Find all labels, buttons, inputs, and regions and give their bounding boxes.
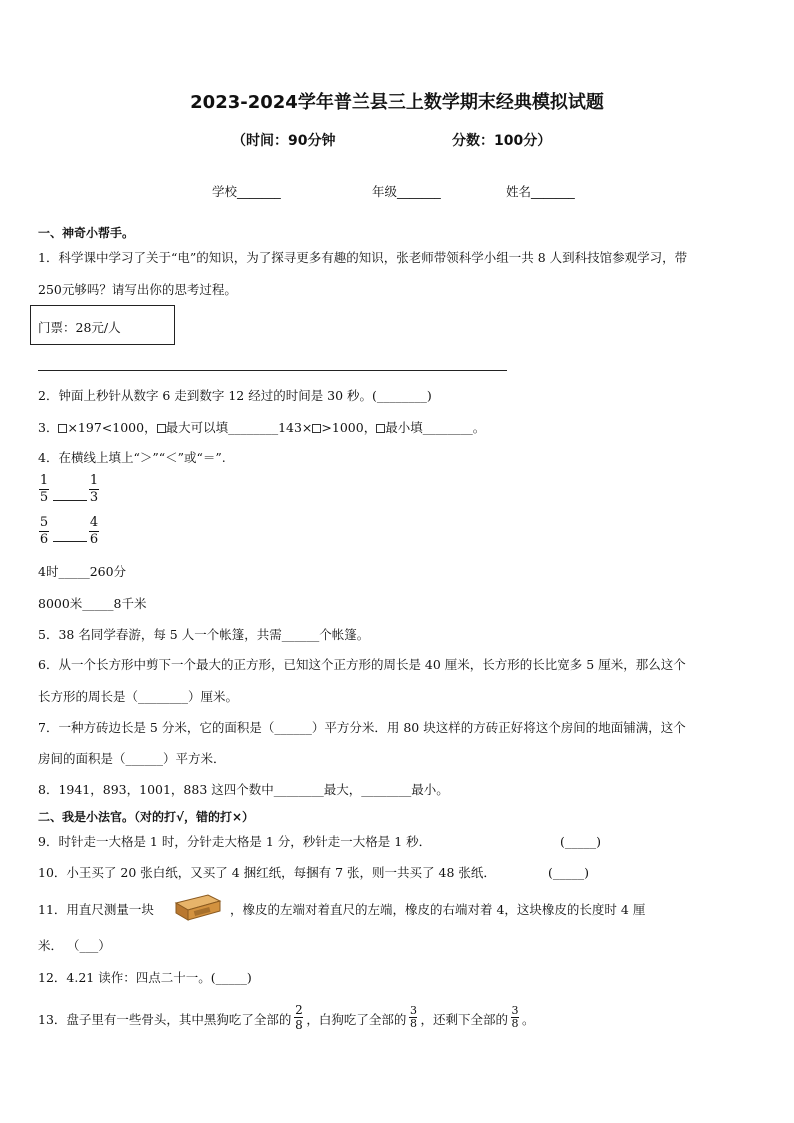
question-11-part-a: 11．用直尺测量一块 [38, 902, 154, 917]
question-1-line1: 1．科学课中学习了关于“电”的知识，为了探寻更多有趣的知识，张老师带领科学小组一共 8 人到科技馆参观学习，带 [38, 250, 688, 265]
question-7-line1: 7．一种方砖边长是 5 分米，它的面积是（______）平方分米．用 80 块这样的方砖正好将这个房间的地面铺满，这个 [38, 720, 686, 735]
fraction-denominator: 6 [89, 532, 99, 547]
question-9-answer-blank[interactable]: (_____) [560, 834, 602, 849]
fraction-numerator: 3 [511, 1004, 519, 1017]
placeholder-square-icon [157, 424, 166, 433]
question-7-line2: 房间的面积是（______）平方米． [38, 751, 226, 766]
fraction-4-6 [89, 516, 99, 547]
school-field: 学校_______ [212, 184, 281, 199]
question-2: 2．钟面上秒针从数字 6 走到数字 12 经过的时间是 30 秒。(________) [38, 388, 432, 403]
section-heading-2: 二、我是小法官。（对的打√，错的打×） [38, 810, 255, 824]
question-3-number: 3． [38, 420, 59, 435]
question-13-part-a: 13．盘子里有一些骨头，其中黑狗吃了全部的 [38, 1011, 292, 1027]
fraction-denominator: 5 [39, 490, 49, 505]
grade-field: 年级_______ [372, 184, 441, 199]
fraction-2-8 [294, 1004, 303, 1031]
question-4-compare-time: 4时_____260分 [38, 564, 127, 579]
question-3-part-d: >1000， [321, 420, 377, 435]
question-5: 5．38 名同学春游，每 5 人一个帐篷，共需______个帐篷。 [38, 627, 370, 642]
fraction-denominator: 8 [295, 1018, 303, 1032]
fraction-numerator: 1 [39, 473, 49, 488]
fraction-numerator: 4 [89, 515, 99, 530]
question-12: 12．4.21 读作：四点二十一。(_____) [38, 970, 252, 985]
fraction-1-3 [89, 474, 99, 505]
eraser-icon [172, 891, 222, 923]
question-13-part-c: ，还剩下全部的 [420, 1011, 508, 1027]
answer-rule [38, 370, 507, 371]
question-3-part-c: 最大可以填________143× [165, 420, 313, 435]
ticket-box [30, 305, 175, 345]
question-3-part-e: 最小填________。 [385, 420, 486, 435]
fraction-denominator: 6 [39, 532, 49, 547]
answer-blank[interactable] [53, 541, 87, 542]
question-11-part-c: 米． （___） [38, 938, 111, 953]
question-3-part-b: ×197<1000， [67, 420, 157, 435]
question-6-line1: 6．从一个长方形中剪下一个最大的正方形，已知这个正方形的周长是 40 厘米，长方形的长比宽多 5 厘米，那么这个 [38, 657, 686, 672]
section-heading-1: 一、神奇小帮手。 [38, 226, 135, 240]
question-8: 8．1941，893，1001，883 这四个数中________最大，________最小。 [38, 782, 449, 797]
question-1-line2: 250元够吗？请写出你的思考过程。 [38, 282, 237, 297]
question-3 [38, 420, 485, 436]
exam-time: （时间：90分钟 [232, 133, 336, 149]
fraction-numerator: 2 [295, 1003, 303, 1017]
fraction-3-8-remaining [511, 1006, 519, 1029]
fraction-numerator: 1 [89, 473, 99, 488]
answer-blank[interactable] [53, 500, 87, 501]
question-10: 10．小王买了 20 张白纸，又买了 4 捆红纸，每捆有 7 张，则一共买了 48 张纸． [38, 865, 496, 880]
question-11-part-b: ，橡皮的左端对着直尺的左端，橡皮的右端对着 4，这块橡皮的长度时 4 厘 [230, 902, 646, 917]
question-13-part-d: 。 [521, 1011, 535, 1027]
fraction-denominator: 8 [511, 1017, 519, 1030]
name-field: 姓名_______ [506, 184, 575, 199]
fraction-numerator: 3 [409, 1004, 417, 1017]
question-4: 4．在横线上填上“＞”“＜”或“＝”. [38, 450, 226, 465]
exam-title: 2023-2024学年普兰县三上数学期末经典模拟试题 [190, 92, 604, 113]
question-13-part-b: ，白狗吃了全部的 [306, 1011, 407, 1027]
fraction-5-6 [39, 516, 49, 547]
fraction-denominator: 3 [89, 490, 99, 505]
fraction-3-8 [409, 1006, 417, 1029]
question-4-compare-length: 8000米_____8千米 [38, 596, 147, 611]
placeholder-square-icon [376, 424, 385, 433]
question-6-line2: 长方形的周长是（________）厘米。 [38, 689, 239, 704]
exam-score: 分数：100分） [452, 133, 552, 149]
fraction-1-5 [39, 474, 49, 505]
eraser-image [172, 891, 222, 923]
ticket-price: 门票：28元/人 [38, 320, 121, 335]
question-9: 9．时针走一大格是 1 时，分针走大格是 1 分，秒针走一大格是 1 秒． [38, 834, 432, 849]
question-13 [38, 1003, 535, 1033]
question-10-answer-blank[interactable]: (_____) [548, 865, 590, 880]
fraction-denominator: 8 [409, 1017, 417, 1030]
fraction-numerator: 5 [39, 515, 49, 530]
